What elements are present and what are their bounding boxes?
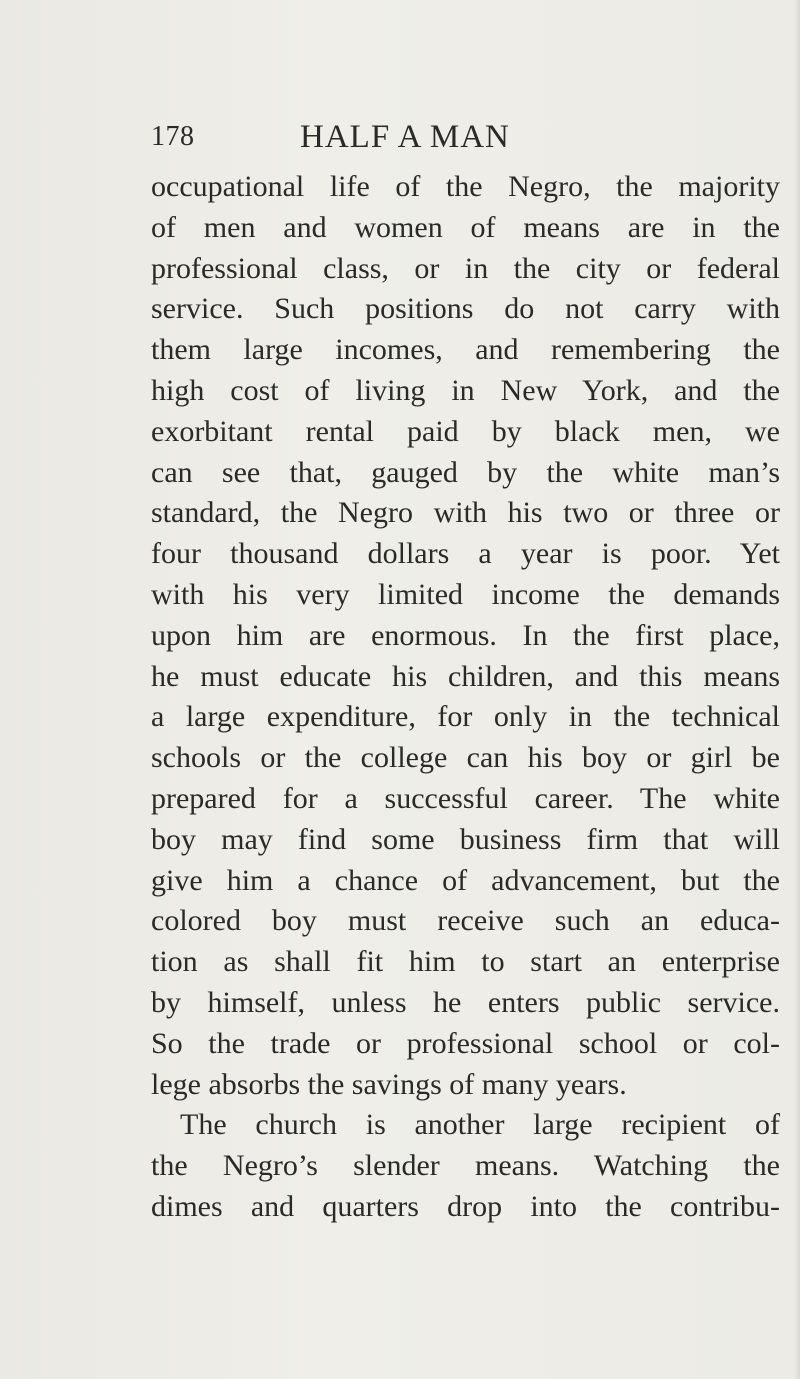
text-line: he must educate his children, and this means — [151, 659, 780, 693]
text-line: service. Such positions do not carry with — [151, 292, 780, 326]
text-line: the Negro’s slender means. Watching the — [151, 1149, 780, 1183]
text-line: with his very limited income the demands — [151, 577, 780, 611]
paragraph-1 — [151, 167, 791, 1105]
text-line: can see that, gauged by the white man’s — [151, 455, 780, 489]
text-line: by himself, unless he enters public service. — [151, 985, 780, 1019]
paper-edge — [794, 0, 800, 1379]
text-line: four thousand dollars a year is poor. Yet — [151, 537, 780, 571]
text-line: So the trade or professional school or col- — [151, 1026, 780, 1060]
paragraph-2 — [151, 1105, 791, 1227]
text-line: exorbitant rental paid by black men, we — [151, 414, 780, 448]
text-line: boy may find some business firm that will — [151, 822, 780, 856]
text-line: prepared for a successful career. The white — [151, 781, 780, 815]
text-line: dimes and quarters drop into the contribu- — [151, 1189, 780, 1223]
text-line: upon him are enormous. In the first place, — [151, 618, 780, 652]
page-number: 178 — [151, 121, 195, 152]
text-line: colored boy must receive such an educa- — [151, 904, 780, 938]
running-title: HALF A MAN — [300, 119, 510, 155]
text-line: high cost of living in New York, and the — [151, 373, 780, 407]
text-line: tion as shall fit him to start an enterprise — [151, 945, 780, 979]
text-line: them large incomes, and remembering the — [151, 333, 780, 367]
text-line: of men and women of means are in the — [151, 210, 780, 244]
text-line: professional class, or in the city or federal — [151, 251, 780, 285]
text-line: give him a chance of advancement, but the — [151, 863, 780, 897]
text-line: occupational life of the Negro, the majority — [151, 170, 780, 203]
text-line: lege absorbs the savings of many years. — [151, 1067, 627, 1101]
text-line: The church is another large recipient of — [180, 1108, 780, 1142]
text-line: schools or the college can his boy or girl be — [151, 741, 780, 775]
running-head — [151, 117, 751, 157]
text-line: a large expenditure, for only in the technical — [151, 700, 780, 734]
body-text — [151, 167, 791, 1228]
text-line: standard, the Negro with his two or three or — [151, 496, 780, 530]
